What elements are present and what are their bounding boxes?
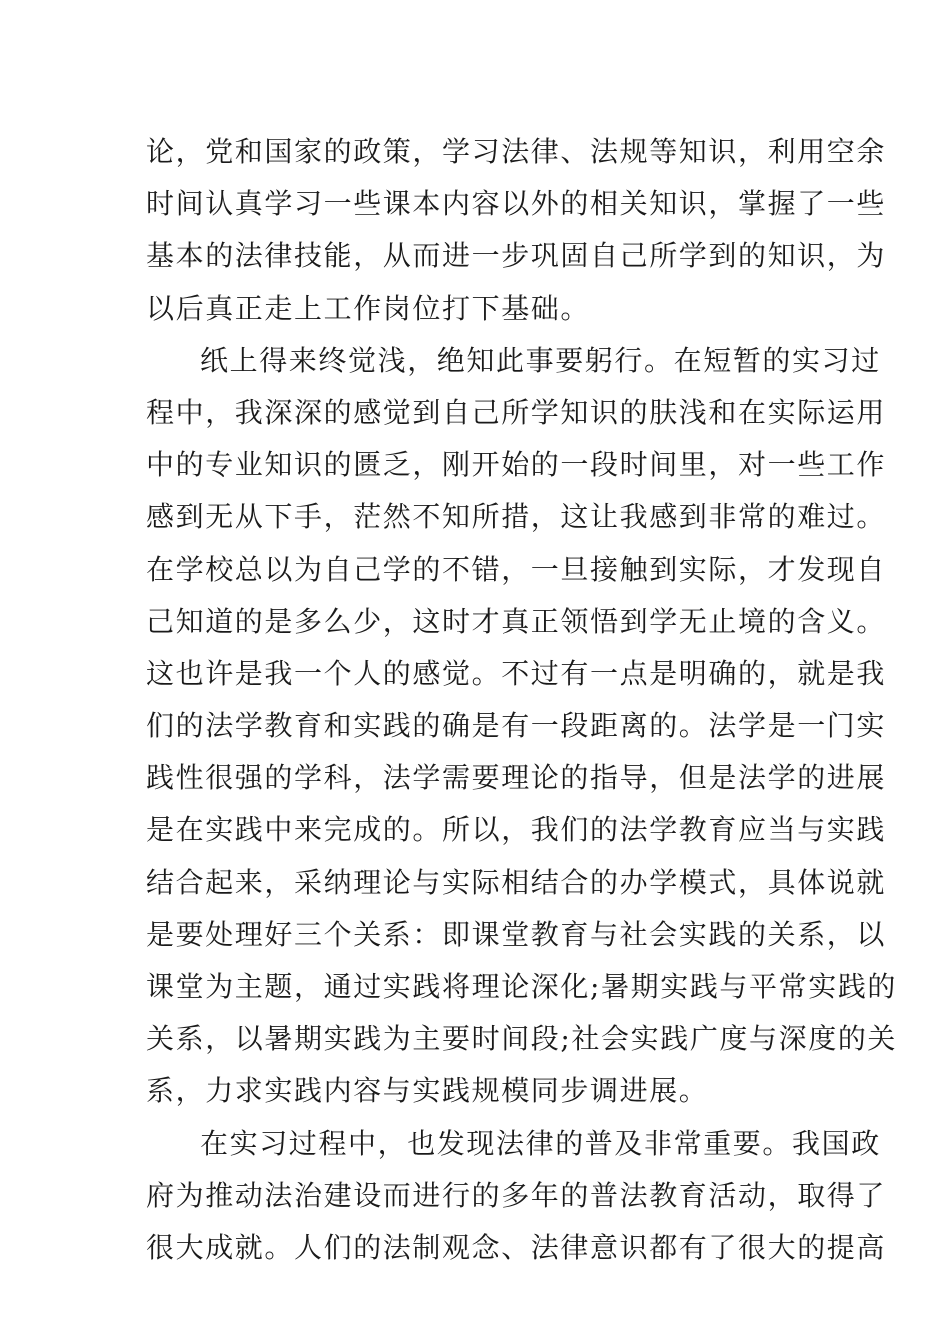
text-line: 时间认真学习一些课本内容以外的相关知识，掌握了一些 — [146, 187, 887, 221]
text-line: 是要处理好三个关系：即课堂教育与社会实践的关系，以 — [146, 917, 887, 951]
text-line: 系，力求实践内容与实践规模同步调进展。 — [146, 1074, 709, 1108]
text-line: 程中，我深深的感觉到自己所学知识的肤浅和在实际运用 — [146, 395, 887, 429]
text-line: 课堂为主题，通过实践将理论深化;暑期实践与平常实践的 — [146, 970, 898, 1003]
text-line: 关系，以暑期实践为主要时间段;社会实践广度与深度的关 — [146, 1022, 898, 1056]
body-text — [146, 126, 898, 1274]
text-line: 践性很强的学科，法学需要理论的指导，但是法学的进展 — [146, 761, 887, 795]
paragraph-start-line: 在实习过程中，也发现法律的普及非常重要。我国政 — [200, 1126, 881, 1160]
text-line: 结合起来，采纳理论与实际相结合的办学模式，具体说就 — [146, 865, 887, 899]
text-line: 基本的法律技能，从而进一步巩固自己所学到的知识，为 — [146, 239, 887, 273]
text-line: 在学校总以为自己学的不错，一旦接触到实际，才发现自 — [146, 552, 887, 586]
text-line: 中的专业知识的匮乏，刚开始的一段时间里，对一些工作 — [146, 448, 887, 482]
text-line: 以后真正走上工作岗位打下基础。 — [146, 291, 591, 325]
text-line: 论，党和国家的政策，学习法律、法规等知识，利用空余 — [146, 135, 887, 168]
text-line: 己知道的是多么少，这时才真正领悟到学无止境的含义。 — [146, 604, 887, 638]
text-line: 这也许是我一个人的感觉。不过有一点是明确的，就是我 — [146, 656, 887, 690]
text-line: 很大成就。人们的法制观念、法律意识都有了很大的提高 — [146, 1230, 887, 1264]
text-line: 们的法学教育和实践的确是有一段距离的。法学是一门实 — [146, 709, 887, 743]
text-line: 是在实践中来完成的。所以，我们的法学教育应当与实践 — [146, 813, 887, 847]
text-line: 府为推动法治建设而进行的多年的普法教育活动，取得了 — [146, 1178, 887, 1212]
text-line: 感到无从下手，茫然不知所措，这让我感到非常的难过。 — [146, 500, 887, 534]
paragraph-start-line: 纸上得来终觉浅，绝知此事要躬行。在短暂的实习过 — [200, 343, 881, 377]
